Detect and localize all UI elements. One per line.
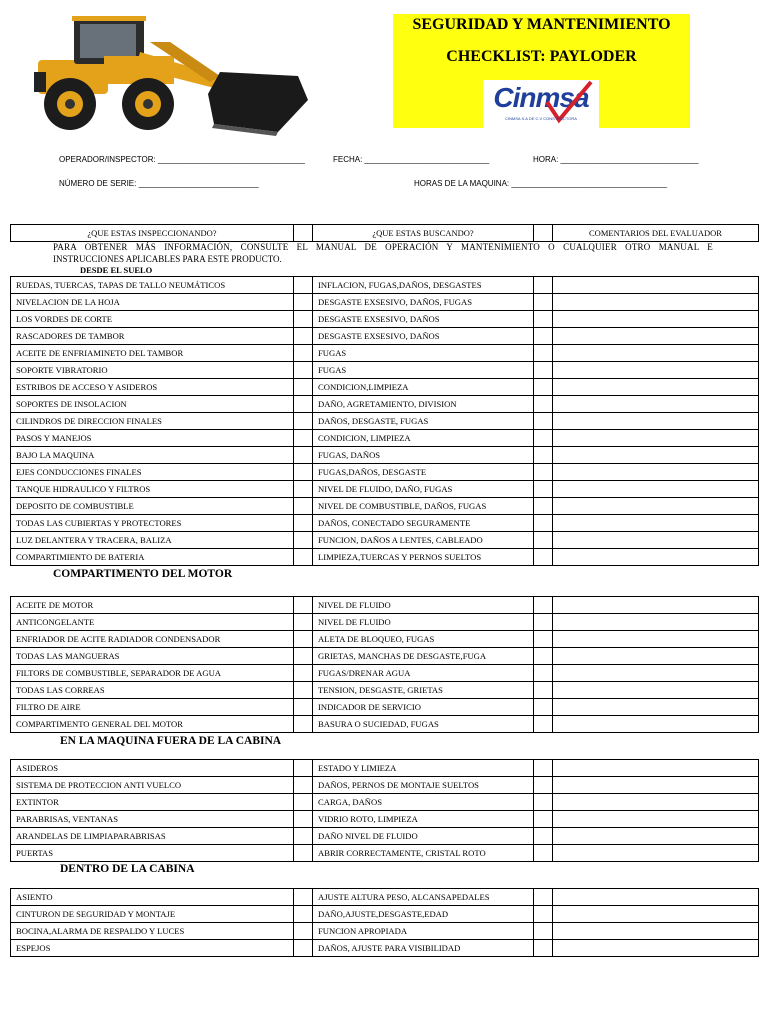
check-cell[interactable] bbox=[294, 665, 313, 682]
comment-cell[interactable] bbox=[553, 379, 759, 396]
inspection-item: ESPEJOS bbox=[11, 940, 294, 957]
check-cell[interactable] bbox=[534, 597, 553, 614]
table-row bbox=[11, 845, 759, 862]
check-cell[interactable] bbox=[294, 481, 313, 498]
inspection-item: ACEITE DE ENFRIAMINETO DEL TAMBOR bbox=[11, 345, 294, 362]
note-line-1: PARA OBTENER MÁS INFORMACIÓN, CONSULTE EL MANUAL DE OPERACIÓN Y MANTENIMIENTO O CUALQUIER OTRO MANUAL E bbox=[53, 242, 713, 252]
check-cell[interactable] bbox=[534, 682, 553, 699]
what-to-look-for: BASURA O SUCIEDAD, FUGAS bbox=[313, 716, 534, 733]
check-cell[interactable] bbox=[294, 889, 313, 906]
what-to-look-for: FUNCION APROPIADA bbox=[313, 923, 534, 940]
wheel-loader-image bbox=[30, 12, 312, 140]
inspection-item: RUEDAS, TUERCAS, TAPAS DE TALLO NEUMÁTICOS bbox=[11, 277, 294, 294]
check-cell[interactable] bbox=[534, 777, 553, 794]
check-cell[interactable] bbox=[294, 794, 313, 811]
check-cell[interactable] bbox=[534, 515, 553, 532]
check-cell[interactable] bbox=[294, 430, 313, 447]
table-row bbox=[11, 682, 759, 699]
what-to-look-for: CONDICION, LIMPIEZA bbox=[313, 430, 534, 447]
what-to-look-for: INDICADOR DE SERVICIO bbox=[313, 699, 534, 716]
inspection-item: COMPARTIMENTO GENERAL DEL MOTOR bbox=[11, 716, 294, 733]
checklist-table-motor bbox=[10, 596, 759, 733]
table-row bbox=[11, 345, 759, 362]
table-row bbox=[11, 396, 759, 413]
what-to-look-for: ABRIR CORRECTAMENTE, CRISTAL ROTO bbox=[313, 845, 534, 862]
inspection-item: ENFRIADOR DE ACITE RADIADOR CONDENSADOR bbox=[11, 631, 294, 648]
check-cell[interactable] bbox=[534, 277, 553, 294]
inspection-item: CINTURON DE SEGURIDAD Y MONTAJE bbox=[11, 906, 294, 923]
table-row bbox=[11, 940, 759, 957]
company-logo: Cinmsa CINMSA S.A DE C.V CONSTRUCTORA bbox=[483, 80, 599, 128]
check-cell[interactable] bbox=[294, 532, 313, 549]
inspection-item: NIVELACION DE LA HOJA bbox=[11, 294, 294, 311]
check-cell[interactable] bbox=[534, 328, 553, 345]
comment-cell[interactable] bbox=[553, 515, 759, 532]
inspection-item: ESTRIBOS DE ACCESO Y ASIDEROS bbox=[11, 379, 294, 396]
what-to-look-for: NIVEL DE FLUIDO bbox=[313, 614, 534, 631]
check-cell[interactable] bbox=[534, 532, 553, 549]
inspection-item: PARABRISAS, VENTANAS bbox=[11, 811, 294, 828]
check-cell[interactable] bbox=[534, 345, 553, 362]
check-cell[interactable] bbox=[294, 631, 313, 648]
what-to-look-for: DAÑOS, PERNOS DE MONTAJE SUELTOS bbox=[313, 777, 534, 794]
check-cell[interactable] bbox=[294, 923, 313, 940]
note-line-2: INSTRUCCIONES APLICABLES PARA ESTE PRODUCTO. bbox=[53, 254, 282, 264]
check-cell[interactable] bbox=[534, 631, 553, 648]
check-cell[interactable] bbox=[294, 328, 313, 345]
check-cell[interactable] bbox=[534, 614, 553, 631]
comment-cell[interactable] bbox=[553, 794, 759, 811]
what-to-look-for: FUGAS bbox=[313, 362, 534, 379]
check-cell[interactable] bbox=[534, 413, 553, 430]
inspection-item: BAJO LA MAQUINA bbox=[11, 447, 294, 464]
what-to-look-for: LIMPIEZA,TUERCAS Y PERNOS SUELTOS bbox=[313, 549, 534, 566]
what-to-look-for: FUGAS bbox=[313, 345, 534, 362]
what-to-look-for: DAÑO NIVEL DE FLUIDO bbox=[313, 828, 534, 845]
check-cell[interactable] bbox=[294, 464, 313, 481]
check-cell[interactable] bbox=[534, 311, 553, 328]
comment-cell[interactable] bbox=[553, 777, 759, 794]
check-cell[interactable] bbox=[294, 845, 313, 862]
check-cell[interactable] bbox=[294, 648, 313, 665]
table-row bbox=[11, 777, 759, 794]
check-cell[interactable] bbox=[294, 614, 313, 631]
table-row bbox=[11, 760, 759, 777]
header-inspeccionando: ¿QUE ESTAS INSPECCIONANDO? bbox=[11, 225, 294, 242]
comment-cell[interactable] bbox=[553, 889, 759, 906]
what-to-look-for: NIVEL DE COMBUSTIBLE, DAÑOS, FUGAS bbox=[313, 498, 534, 515]
inspection-item: FILTORS DE COMBUSTIBLE, SEPARADOR DE AGUA bbox=[11, 665, 294, 682]
check-cell[interactable] bbox=[534, 481, 553, 498]
what-to-look-for: CARGA, DAÑOS bbox=[313, 794, 534, 811]
inspection-item: CILINDROS DE DIRECCION FINALES bbox=[11, 413, 294, 430]
check-cell[interactable] bbox=[534, 498, 553, 515]
comment-cell[interactable] bbox=[553, 447, 759, 464]
check-cell[interactable] bbox=[294, 294, 313, 311]
comment-cell[interactable] bbox=[553, 597, 759, 614]
inspection-item: ACEITE DE MOTOR bbox=[11, 597, 294, 614]
table-row bbox=[11, 379, 759, 396]
check-cell[interactable] bbox=[534, 811, 553, 828]
table-row bbox=[11, 549, 759, 566]
check-cell[interactable] bbox=[534, 665, 553, 682]
check-cell[interactable] bbox=[534, 549, 553, 566]
serie-field[interactable]: NÚMERO DE SERIE: ___________________________ bbox=[59, 179, 259, 188]
comment-cell[interactable] bbox=[553, 464, 759, 481]
check-cell[interactable] bbox=[534, 760, 553, 777]
comment-cell[interactable] bbox=[553, 532, 759, 549]
check-cell[interactable] bbox=[294, 362, 313, 379]
what-to-look-for: AJUSTE ALTURA PESO, ALCANSAPEDALES bbox=[313, 889, 534, 906]
table-row bbox=[11, 277, 759, 294]
inspection-item: SOPORTES DE INSOLACION bbox=[11, 396, 294, 413]
check-cell[interactable] bbox=[294, 777, 313, 794]
check-cell[interactable] bbox=[534, 379, 553, 396]
check-cell[interactable] bbox=[534, 845, 553, 862]
check-cell[interactable] bbox=[534, 889, 553, 906]
horas-maquina-field[interactable]: HORAS DE LA MAQUINA: ___________________________________ bbox=[414, 179, 668, 188]
check-cell[interactable] bbox=[534, 447, 553, 464]
inspection-item: LUZ DELANTERA Y TRACERA, BALIZA bbox=[11, 532, 294, 549]
comment-cell[interactable] bbox=[553, 631, 759, 648]
what-to-look-for: ALETA DE BLOQUEO, FUGAS bbox=[313, 631, 534, 648]
comment-cell[interactable] bbox=[553, 699, 759, 716]
check-cell[interactable] bbox=[294, 940, 313, 957]
comment-cell[interactable] bbox=[553, 614, 759, 631]
fecha-field[interactable]: FECHA: ____________________________ bbox=[333, 155, 490, 164]
table-row bbox=[11, 631, 759, 648]
comment-cell[interactable] bbox=[553, 811, 759, 828]
check-cell[interactable] bbox=[294, 396, 313, 413]
check-cell[interactable] bbox=[294, 699, 313, 716]
what-to-look-for: CONDICION,LIMPIEZA bbox=[313, 379, 534, 396]
check-cell[interactable] bbox=[534, 294, 553, 311]
comment-cell[interactable] bbox=[553, 682, 759, 699]
check-cell[interactable] bbox=[294, 716, 313, 733]
comment-cell[interactable] bbox=[553, 923, 759, 940]
comment-cell[interactable] bbox=[553, 277, 759, 294]
title-box bbox=[393, 14, 690, 128]
inspection-item: TODAS LAS CUBIERTAS Y PROTECTORES bbox=[11, 515, 294, 532]
what-to-look-for: FUNCION, DAÑOS A LENTES, CABLEADO bbox=[313, 532, 534, 549]
check-cell[interactable] bbox=[534, 828, 553, 845]
check-cell[interactable] bbox=[294, 498, 313, 515]
check-cell[interactable] bbox=[294, 760, 313, 777]
comment-cell[interactable] bbox=[553, 906, 759, 923]
inspection-item: RASCADORES DE TAMBOR bbox=[11, 328, 294, 345]
inspection-item: TODAS LAS MANGUERAS bbox=[11, 648, 294, 665]
comment-cell[interactable] bbox=[553, 940, 759, 957]
check-cell[interactable] bbox=[534, 906, 553, 923]
comment-cell[interactable] bbox=[553, 311, 759, 328]
check-cell[interactable] bbox=[534, 464, 553, 481]
table-row bbox=[11, 716, 759, 733]
check-cell[interactable] bbox=[294, 277, 313, 294]
comment-cell[interactable] bbox=[553, 648, 759, 665]
table-row bbox=[11, 413, 759, 430]
comment-cell[interactable] bbox=[553, 481, 759, 498]
table-row bbox=[11, 699, 759, 716]
check-cell[interactable] bbox=[534, 940, 553, 957]
what-to-look-for: ESTADO Y LIMIEZA bbox=[313, 760, 534, 777]
table-row bbox=[11, 515, 759, 532]
comment-cell[interactable] bbox=[553, 294, 759, 311]
inspection-item: EJES CONDUCCIONES FINALES bbox=[11, 464, 294, 481]
inspection-item: ANTICONGELANTE bbox=[11, 614, 294, 631]
check-cell[interactable] bbox=[294, 379, 313, 396]
table-row bbox=[11, 430, 759, 447]
table-row bbox=[11, 362, 759, 379]
check-cell[interactable] bbox=[294, 515, 313, 532]
check-cell[interactable] bbox=[534, 648, 553, 665]
table-row bbox=[11, 906, 759, 923]
what-to-look-for: DAÑOS, DESGASTE, FUGAS bbox=[313, 413, 534, 430]
inspection-item: SOPORTE VIBRATORIO bbox=[11, 362, 294, 379]
inspection-item: DEPOSITO DE COMBUSTIBLE bbox=[11, 498, 294, 515]
table-row bbox=[11, 811, 759, 828]
check-cell[interactable] bbox=[534, 923, 553, 940]
hora-field[interactable]: HORA: _______________________________ bbox=[533, 155, 699, 164]
check-cell[interactable] bbox=[294, 345, 313, 362]
table-row bbox=[11, 464, 759, 481]
table-row bbox=[11, 311, 759, 328]
section-title-motor: COMPARTIMENTO DEL MOTOR bbox=[53, 568, 233, 580]
section-title-fuera-cabina: EN LA MAQUINA FUERA DE LA CABINA bbox=[60, 735, 282, 747]
comment-cell[interactable] bbox=[553, 328, 759, 345]
what-to-look-for: INFLACION, FUGAS,DAÑOS, DESGASTES bbox=[313, 277, 534, 294]
what-to-look-for: NIVEL DE FLUIDO, DAÑO, FUGAS bbox=[313, 481, 534, 498]
comment-cell[interactable] bbox=[553, 828, 759, 845]
check-cell[interactable] bbox=[294, 828, 313, 845]
check-cell[interactable] bbox=[534, 396, 553, 413]
comment-cell[interactable] bbox=[553, 845, 759, 862]
subheading-desde-suelo: DESDE EL SUELO bbox=[80, 265, 153, 275]
check-cell[interactable] bbox=[534, 794, 553, 811]
table-row bbox=[11, 532, 759, 549]
check-cell[interactable] bbox=[534, 699, 553, 716]
table-row bbox=[11, 828, 759, 845]
what-to-look-for: FUGAS/DRENAR AGUA bbox=[313, 665, 534, 682]
check-cell[interactable] bbox=[294, 549, 313, 566]
header-buscando: ¿QUE ESTAS BUSCANDO? bbox=[313, 225, 534, 242]
checklist-table-fuera-cabina bbox=[10, 759, 759, 862]
comment-cell[interactable] bbox=[553, 665, 759, 682]
what-to-look-for: FUGAS,DAÑOS, DESGASTE bbox=[313, 464, 534, 481]
what-to-look-for: TENSION, DESGASTE, GRIETAS bbox=[313, 682, 534, 699]
comment-cell[interactable] bbox=[553, 345, 759, 362]
operador-field[interactable]: OPERADOR/INSPECTOR: _________________________________ bbox=[59, 155, 305, 164]
comment-cell[interactable] bbox=[553, 498, 759, 515]
table-row bbox=[11, 614, 759, 631]
inspection-item: LOS VORDES DE CORTE bbox=[11, 311, 294, 328]
inspection-item: PASOS Y MANEJOS bbox=[11, 430, 294, 447]
what-to-look-for: DAÑOS, CONECTADO SEGURAMENTE bbox=[313, 515, 534, 532]
comment-cell[interactable] bbox=[553, 549, 759, 566]
comment-cell[interactable] bbox=[553, 413, 759, 430]
what-to-look-for: FUGAS, DAÑOS bbox=[313, 447, 534, 464]
table-header bbox=[10, 224, 759, 242]
table-row bbox=[11, 923, 759, 940]
comment-cell[interactable] bbox=[553, 362, 759, 379]
inspection-item: ASIDEROS bbox=[11, 760, 294, 777]
table-row bbox=[11, 648, 759, 665]
inspection-item: BOCINA,ALARMA DE RESPALDO Y LUCES bbox=[11, 923, 294, 940]
inspection-item: TANQUE HIDRAULICO Y FILTROS bbox=[11, 481, 294, 498]
checklist-table-dentro-cabina bbox=[10, 888, 759, 957]
inspection-item: ASIENTO bbox=[11, 889, 294, 906]
check-cell[interactable] bbox=[294, 682, 313, 699]
section-title-dentro-cabina: DENTRO DE LA CABINA bbox=[60, 863, 195, 875]
what-to-look-for: DAÑOS, AJUSTE PARA VISIBILIDAD bbox=[313, 940, 534, 957]
table-row bbox=[11, 794, 759, 811]
table-row bbox=[11, 889, 759, 906]
inspection-item: ARANDELAS DE LIMPIAPARABRISAS bbox=[11, 828, 294, 845]
inspection-item: SISTEMA DE PROTECCION ANTI VUELCO bbox=[11, 777, 294, 794]
what-to-look-for: DAÑO, AGRETAMIENTO, DIVISION bbox=[313, 396, 534, 413]
what-to-look-for: DAÑO,AJUSTE,DESGASTE,EDAD bbox=[313, 906, 534, 923]
table-row bbox=[11, 294, 759, 311]
what-to-look-for: VIDRIO ROTO, LIMPIEZA bbox=[313, 811, 534, 828]
check-cell[interactable] bbox=[294, 906, 313, 923]
checklist-table-suelo bbox=[10, 276, 759, 566]
inspection-item: EXTINTOR bbox=[11, 794, 294, 811]
table-row bbox=[11, 447, 759, 464]
check-cell[interactable] bbox=[294, 811, 313, 828]
table-row bbox=[11, 481, 759, 498]
what-to-look-for: DESGASTE EXSESIVO, DAÑOS, FUGAS bbox=[313, 294, 534, 311]
title-line-1: SEGURIDAD Y MANTENIMIENTO bbox=[412, 16, 671, 33]
check-cell[interactable] bbox=[294, 447, 313, 464]
table-row bbox=[11, 328, 759, 345]
table-row bbox=[11, 498, 759, 515]
table-row bbox=[11, 597, 759, 614]
comment-cell[interactable] bbox=[553, 760, 759, 777]
inspection-item: TODAS LAS CORREAS bbox=[11, 682, 294, 699]
check-cell[interactable] bbox=[294, 311, 313, 328]
comment-cell[interactable] bbox=[553, 430, 759, 447]
check-cell[interactable] bbox=[534, 362, 553, 379]
inspection-item: COMPARTIMIENTO DE BATERIA bbox=[11, 549, 294, 566]
table-row bbox=[11, 665, 759, 682]
comment-cell[interactable] bbox=[553, 396, 759, 413]
what-to-look-for: GRIETAS, MANCHAS DE DESGASTE,FUGA bbox=[313, 648, 534, 665]
what-to-look-for: DESGASTE EXSESIVO, DAÑOS bbox=[313, 328, 534, 345]
what-to-look-for: NIVEL DE FLUIDO bbox=[313, 597, 534, 614]
comment-cell[interactable] bbox=[553, 716, 759, 733]
header-comentarios: COMENTARIOS DEL EVALUADOR bbox=[553, 225, 759, 242]
check-cell[interactable] bbox=[294, 413, 313, 430]
inspection-item: PUERTAS bbox=[11, 845, 294, 862]
check-cell[interactable] bbox=[534, 430, 553, 447]
inspection-item: FILTRO DE AIRE bbox=[11, 699, 294, 716]
title-line-2: CHECKLIST: PAYLODER bbox=[446, 48, 637, 65]
what-to-look-for: DESGASTE EXSESIVO, DAÑOS bbox=[313, 311, 534, 328]
check-cell[interactable] bbox=[294, 597, 313, 614]
check-cell[interactable] bbox=[534, 716, 553, 733]
